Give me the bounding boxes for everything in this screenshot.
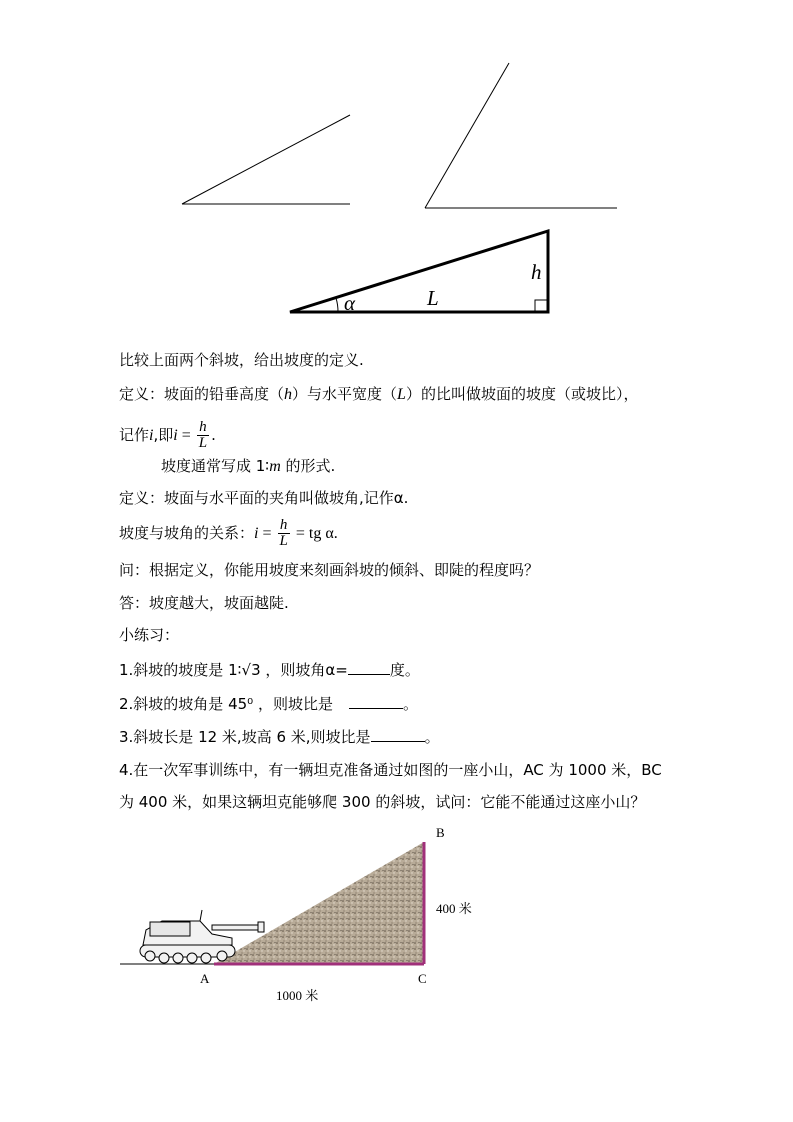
note-part-b: ,即 bbox=[153, 426, 174, 444]
practice-item-4-line-1: 4.在一次军事训练中，有一辆坦克准备通过如图的一座小山，AC 为 1000 米，BC bbox=[119, 761, 662, 779]
practice-item-2 bbox=[119, 694, 418, 714]
label-C: C bbox=[418, 971, 427, 986]
p2-part-b: 。 bbox=[402, 695, 418, 713]
answer-blank-3[interactable] bbox=[371, 727, 425, 742]
note-fraction-den: L bbox=[198, 435, 208, 451]
label-alpha: α bbox=[344, 291, 356, 315]
answer-blank-2[interactable] bbox=[349, 694, 403, 709]
relation-fraction-num: h bbox=[279, 517, 288, 533]
relation-part-a: 坡度与坡角的关系： bbox=[119, 524, 255, 542]
label-B: B bbox=[436, 825, 445, 840]
gentle-slope-figure bbox=[182, 115, 350, 204]
practice-item-1 bbox=[119, 660, 420, 680]
p1-part-b: 度。 bbox=[389, 661, 420, 679]
label-ac-length: 1000 米 bbox=[276, 988, 319, 1003]
steep-slope-figure bbox=[425, 63, 617, 208]
note-fraction-num: h bbox=[199, 419, 207, 435]
practice-item-3 bbox=[119, 727, 440, 747]
p3-part-b: 。 bbox=[424, 728, 440, 746]
label-bc-length: 400 米 bbox=[436, 901, 472, 916]
question-text: 问：根据定义，你能用坡度来刻画斜坡的倾斜、即陡的程度吗？ bbox=[119, 561, 540, 579]
relation-eq: = bbox=[258, 525, 276, 542]
p3-part-a: 3.斜坡长是 12 米,坡高 6 米,则坡比是 bbox=[119, 728, 371, 746]
answer-text: 答：坡度越大，坡面越陡. bbox=[119, 594, 289, 612]
def1-h: h bbox=[284, 386, 293, 403]
usual-form-text bbox=[161, 456, 335, 477]
usual-m: m bbox=[269, 458, 281, 475]
def1-part-a: 定义：坡面的铅垂高度（ bbox=[119, 385, 285, 403]
p1-part-a: 1.斜坡的坡度是 1∶√3 ，则坡角α= bbox=[119, 661, 348, 679]
note-i: i bbox=[149, 427, 154, 444]
label-A: A bbox=[200, 971, 210, 986]
answer-blank-1[interactable] bbox=[348, 660, 390, 675]
note-fraction bbox=[197, 420, 209, 451]
relation-tail: = tg α. bbox=[291, 525, 338, 542]
practice-item-4-line-2: 为 400 米，如果这辆坦克能够爬 300 的斜坡，试问：它能不能通过这座小山？ bbox=[119, 793, 646, 811]
relation-fraction bbox=[278, 518, 290, 549]
label-L: L bbox=[427, 286, 439, 310]
practice-heading: 小练习： bbox=[119, 626, 180, 644]
definition-slope-angle: 定义：坡面与水平面的夹角叫做坡角,记作α. bbox=[119, 489, 409, 507]
definition-slope-ratio bbox=[119, 384, 638, 405]
note-eq: = bbox=[177, 427, 195, 444]
label-h: h bbox=[531, 260, 542, 284]
def1-part-c: ）的比叫做坡面的坡度（或坡比）， bbox=[405, 385, 639, 403]
relation-i: i bbox=[254, 525, 259, 542]
usual-part-b: 的形式. bbox=[280, 457, 336, 475]
relation-fraction-den: L bbox=[279, 533, 288, 549]
note-i2: i bbox=[173, 427, 178, 444]
def1-part-b: ）与水平宽度（ bbox=[292, 385, 398, 403]
p2-part-a: 2.斜坡的坡角是 45⁰ ，则坡比是 bbox=[119, 695, 333, 713]
relation-line bbox=[119, 516, 338, 551]
note-part-a: 记作 bbox=[119, 426, 150, 444]
right-triangle-figure bbox=[290, 231, 548, 312]
note-end: . bbox=[211, 426, 216, 444]
compare-text: 比较上面两个斜坡，给出坡度的定义. bbox=[119, 351, 364, 369]
usual-part-a: 坡度通常写成 1∶ bbox=[161, 457, 270, 475]
def1-L: L bbox=[397, 386, 406, 403]
notation-line bbox=[119, 418, 216, 453]
